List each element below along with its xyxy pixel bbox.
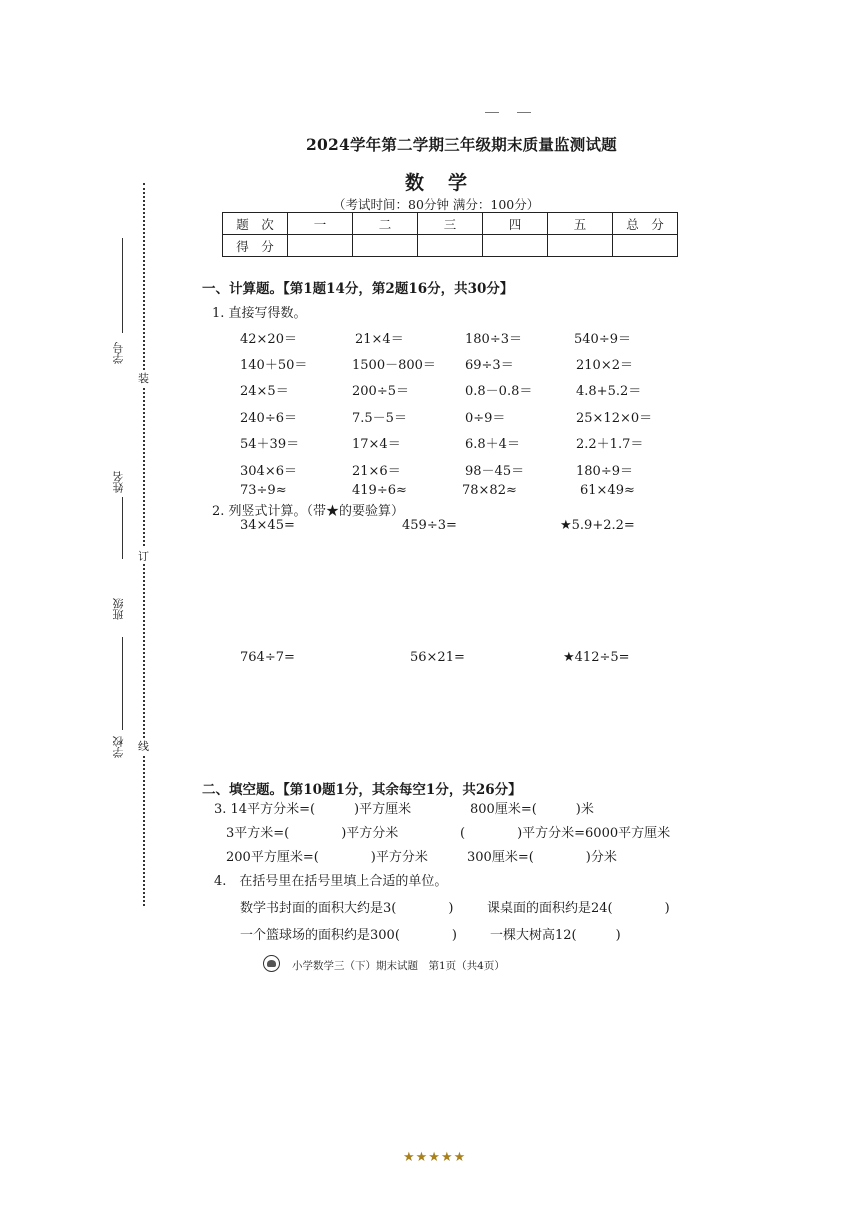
q2-item: ★412÷5= (563, 650, 630, 665)
binding-mark-xian: 线 (138, 740, 149, 753)
binding-mark-ding: 订 (138, 550, 149, 563)
student-id-underline (122, 238, 123, 333)
q2-label: 2. 列竖式计算。（带★的要验算） (212, 504, 405, 519)
score-cell: 三 (418, 213, 483, 235)
score-input-cell[interactable] (418, 235, 483, 257)
q1-item: 42×20＝ (240, 332, 297, 347)
score-input-cell[interactable] (483, 235, 548, 257)
score-cell: 四 (483, 213, 548, 235)
q1-item: 304×6＝ (240, 464, 297, 479)
score-cell: 二 (353, 213, 418, 235)
q1-item: 180÷3＝ (465, 332, 522, 347)
school-label: 学校 (112, 736, 125, 758)
q1-item: 0÷9＝ (465, 411, 506, 426)
class-underline (122, 637, 123, 730)
q1-item: 98－45＝ (465, 464, 525, 479)
score-table-score-row (223, 235, 678, 257)
q1-item: 6.8＋4＝ (465, 437, 520, 452)
q4-blank: 课桌面的面积约是24( ) (487, 901, 670, 916)
q1-item: 21×6＝ (352, 464, 401, 479)
q1-item: 24×5＝ (240, 384, 289, 399)
q2-item: 34×45= (240, 518, 295, 533)
star-rating-icon: ★★★★★ (403, 1150, 467, 1165)
q1-item: 7.5－5＝ (352, 411, 407, 426)
q4-blank: 一个篮球场的面积约是300( ) (240, 928, 457, 943)
scan-mark (517, 112, 531, 113)
q3-blank: 800厘米=( )米 (470, 802, 594, 817)
section2-heading: 二、填空题。【第10题1分，其余每空1分，共26分】 (202, 782, 522, 798)
q1-item: 240÷6＝ (240, 411, 297, 426)
q1-item: 54＋39＝ (240, 437, 300, 452)
q3-blank: 300厘米=( )分米 (467, 850, 617, 865)
score-table (222, 212, 678, 257)
q1-item: 69÷3＝ (465, 358, 514, 373)
score-input-cell[interactable] (548, 235, 613, 257)
name-underline (122, 497, 123, 559)
subject-title: 数学 (405, 172, 492, 194)
q1-item: 17×4＝ (352, 437, 401, 452)
class-label: 班级 (112, 598, 125, 620)
score-cell: 一 (288, 213, 353, 235)
q4-blank: 数学书封面的面积大约是3( ) (240, 901, 454, 916)
q4-blank: 一棵大树高12( ) (490, 928, 621, 943)
score-cell: 五 (548, 213, 613, 235)
q2-item: 56×21= (410, 650, 465, 665)
score-cell: 总 分 (613, 213, 678, 235)
binding-mark-zhuang: 装 (138, 372, 149, 385)
q2-item: 459÷3= (402, 518, 457, 533)
q1-item: 210×2＝ (576, 358, 633, 373)
q1-item: 0.8－0.8＝ (465, 384, 533, 399)
q3-blank: 3. 14平方分米=( )平方厘米 (214, 802, 412, 817)
q1-label: 1. 直接写得数。 (212, 306, 307, 321)
q1-item: 1500－800＝ (352, 358, 436, 373)
q1-item: 2.2＋1.7＝ (576, 437, 644, 452)
name-label: 姓名 (112, 471, 125, 493)
student-id-label: 学号 (112, 342, 125, 364)
q1-item: 21×4＝ (355, 332, 404, 347)
q1-item: 200÷5＝ (352, 384, 409, 399)
q1-item: 25×12×0＝ (576, 411, 653, 426)
q1-item: 61×49≈ (580, 483, 635, 498)
q2-item: 764÷7= (240, 650, 295, 665)
binding-dotted-line (143, 183, 145, 906)
score-cell: 题 次 (223, 213, 288, 235)
q1-item: 4.8+5.2＝ (576, 384, 642, 399)
q3-blank: ( )平方分米=6000平方厘米 (460, 826, 671, 841)
score-cell: 得 分 (223, 235, 288, 257)
q1-item: 78×82≈ (462, 483, 517, 498)
q3-blank: 200平方厘米=( )平方分米 (226, 850, 428, 865)
q2-item: ★5.9+2.2= (560, 518, 635, 533)
score-input-cell[interactable] (288, 235, 353, 257)
exam-title: 2024学年第二学期三年级期末质量监测试题 (306, 135, 617, 154)
q1-item: 140＋50＝ (240, 358, 308, 373)
score-input-cell[interactable] (613, 235, 678, 257)
q1-item: 73÷9≈ (240, 483, 287, 498)
section1-heading: 一、计算题。【第1题14分，第2题16分，共30分】 (202, 281, 514, 297)
scan-mark (485, 112, 499, 113)
q4-label: 4. 在括号里在括号里填上合适的单位。 (214, 874, 448, 889)
score-table-header-row (223, 213, 678, 235)
score-input-cell[interactable] (353, 235, 418, 257)
publisher-logo-icon (263, 955, 280, 972)
q1-item: 540÷9＝ (574, 332, 631, 347)
q1-item: 180÷9＝ (576, 464, 633, 479)
q1-item: 419÷6≈ (352, 483, 407, 498)
q3-blank: 3平方米=( )平方分米 (226, 826, 399, 841)
exam-info: （考试时间：80分钟 满分：100分） (333, 197, 540, 212)
page-footer: 小学数学三（下）期末试题 第1页（共4页） (292, 960, 505, 972)
